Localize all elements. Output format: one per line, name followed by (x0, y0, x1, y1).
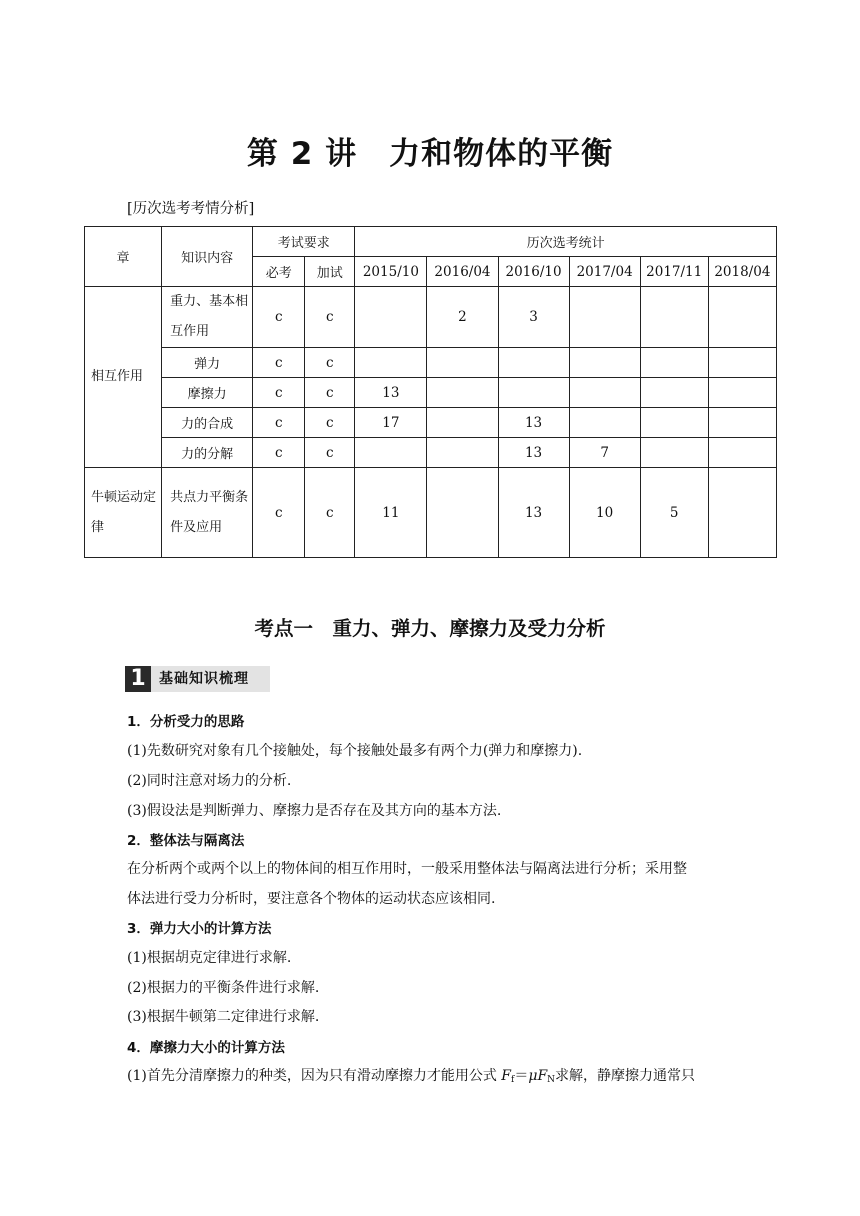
formula-symbol: F (537, 1068, 548, 1084)
extra-cell: c (305, 468, 355, 558)
stat-cell (708, 438, 776, 468)
paragraph: 体法进行受力分析时，要注意各个物体的运动状态应该相同. (127, 891, 496, 907)
formula-symbol: μ (528, 1068, 538, 1084)
stat-cell (640, 287, 708, 348)
stat-cell: 2 (427, 287, 498, 348)
stat-cell (708, 378, 776, 408)
extra-cell: c (305, 438, 355, 468)
stat-cell (355, 348, 427, 378)
stat-cell (498, 348, 569, 378)
stat-cell (640, 408, 708, 438)
stat-cell (427, 408, 498, 438)
header-date: 2015/10 (355, 257, 427, 287)
section-title: 考点一 重力、弹力、摩擦力及受力分析 (254, 617, 606, 640)
paragraph: (3)假设法是判断弹力、摩擦力是否存在及其方向的基本方法. (127, 803, 502, 819)
stat-cell (427, 468, 498, 558)
analysis-label: [历次选考考情分析] (127, 201, 255, 217)
required-cell: c (253, 287, 305, 348)
formula-symbol: F (501, 1068, 511, 1084)
topic-cell: 摩擦力 (162, 378, 253, 408)
table-row (85, 408, 777, 438)
topic-cell: 力的分解 (162, 438, 253, 468)
stat-cell: 13 (355, 378, 427, 408)
heading-2: 2．整体法与隔离法 (127, 833, 245, 849)
header-chapter: 章 (85, 227, 162, 287)
stat-cell (427, 348, 498, 378)
stat-cell (708, 468, 776, 558)
header-required: 必考 (253, 257, 305, 287)
paragraph: 在分析两个或两个以上的物体间的相互作用时，一般采用整体法与隔离法进行分析；采用整 (127, 861, 687, 877)
table-row (85, 348, 777, 378)
required-cell: c (253, 348, 305, 378)
required-cell: c (253, 378, 305, 408)
section-banner (125, 666, 270, 692)
formula-symbol: ＝ (514, 1068, 529, 1084)
formula-subscript: f (511, 1075, 515, 1085)
extra-cell: c (305, 408, 355, 438)
topic-cell: 重力、基本相互作用 (162, 287, 253, 348)
required-cell: c (253, 408, 305, 438)
topic-cell: 共点力平衡条件及应用 (162, 468, 253, 558)
stat-cell (569, 408, 640, 438)
stat-cell (640, 348, 708, 378)
stat-cell (355, 287, 427, 348)
stat-cell: 10 (569, 468, 640, 558)
table-row (85, 287, 777, 348)
stat-cell: 3 (498, 287, 569, 348)
header-exam-requirements: 考试要求 (253, 227, 355, 257)
stat-cell (427, 378, 498, 408)
formula-subscript: N (547, 1075, 556, 1085)
header-extra: 加试 (305, 257, 355, 287)
chapter-cell: 相互作用 (85, 287, 162, 468)
stat-cell: 11 (355, 468, 427, 558)
heading-1: 1．分析受力的思路 (127, 714, 245, 730)
stat-cell: 13 (498, 438, 569, 468)
table-row (85, 468, 777, 558)
stat-cell: 17 (355, 408, 427, 438)
required-cell: c (253, 468, 305, 558)
chapter-cell: 牛顿运动定律 (85, 468, 162, 558)
header-date: 2016/04 (427, 257, 498, 287)
banner-number: 1 (125, 666, 151, 692)
paragraph: (1)先数研究对象有几个接触处，每个接触处最多有两个力(弹力和摩擦力). (127, 743, 583, 759)
stat-cell: 13 (498, 408, 569, 438)
paragraph: (3)根据牛顿第二定律进行求解. (127, 1009, 320, 1025)
header-knowledge: 知识内容 (162, 227, 253, 287)
stat-cell: 7 (569, 438, 640, 468)
stat-cell (708, 287, 776, 348)
header-date: 2017/04 (569, 257, 640, 287)
table-row (85, 438, 777, 468)
table-row (85, 378, 777, 408)
extra-cell: c (305, 378, 355, 408)
topic-cell: 弹力 (162, 348, 253, 378)
stat-cell: 5 (640, 468, 708, 558)
header-exam-statistics: 历次选考统计 (355, 227, 777, 257)
paragraph: (2)同时注意对场力的分析. (127, 773, 292, 789)
stat-cell (569, 348, 640, 378)
paragraph: (1)根据胡克定律进行求解. (127, 950, 292, 966)
header-date: 2016/10 (498, 257, 569, 287)
paragraph-text: (1)首先分清摩擦力的种类，因为只有滑动摩擦力才能用公式 (127, 1068, 502, 1084)
paragraph: (2)根据力的平衡条件进行求解. (127, 980, 320, 996)
heading-4: 4．摩擦力大小的计算方法 (127, 1040, 285, 1056)
header-date: 2018/04 (708, 257, 776, 287)
stat-cell (569, 287, 640, 348)
paragraph-text: 求解，静摩擦力通常只 (555, 1068, 696, 1084)
extra-cell: c (305, 348, 355, 378)
heading-3: 3．弹力大小的计算方法 (127, 921, 272, 937)
stat-cell (355, 438, 427, 468)
banner-text: 基础知识梳理 (159, 671, 249, 687)
stat-cell (427, 438, 498, 468)
stat-cell: 13 (498, 468, 569, 558)
page-title: 第 2 讲 力和物体的平衡 (246, 136, 614, 172)
required-cell: c (253, 438, 305, 468)
stat-cell (640, 378, 708, 408)
stat-cell (708, 408, 776, 438)
stat-cell (708, 348, 776, 378)
topic-cell: 力的合成 (162, 408, 253, 438)
paragraph-with-formula (127, 1065, 695, 1085)
extra-cell: c (305, 287, 355, 348)
stat-cell (498, 378, 569, 408)
header-date: 2017/11 (640, 257, 708, 287)
stat-cell (569, 378, 640, 408)
stat-cell (640, 438, 708, 468)
exam-statistics-table (84, 226, 777, 558)
